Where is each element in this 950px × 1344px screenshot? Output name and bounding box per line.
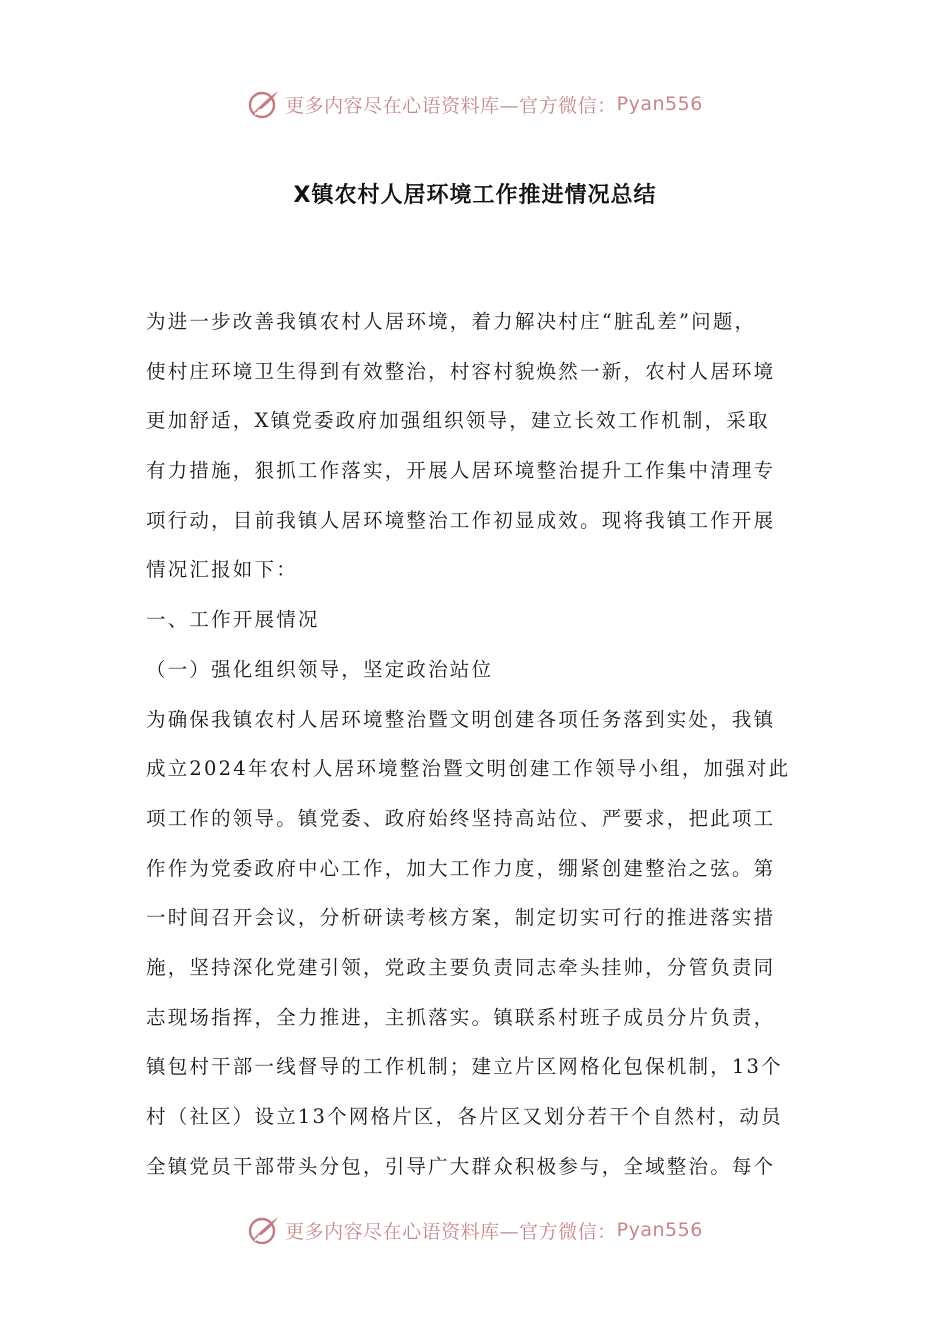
watermark-wechat-id: Pyan556 (616, 93, 703, 115)
watermark-header (0, 84, 950, 124)
text-line: 施，坚持深化党建引领，党政主要负责同志牵头挂帅，分管负责同 (146, 955, 776, 979)
text-line: 志现场指挥，全力推进，主抓落实。镇联系村班子成员分片负责， (146, 1005, 776, 1029)
quill-logo-icon (247, 87, 281, 121)
text-line: 项工作的领导。镇党委、政府始终坚持高站位、严要求，把此项工 (146, 806, 776, 830)
text-line: 村（社区）设立13个网格片区，各片区又划分若干个自然村，动员 (146, 1105, 783, 1128)
text-line: 作作为党委政府中心工作，加大工作力度，绷紧创建整治之弦。第 (146, 856, 776, 880)
text-line: 成立2024年农村人居环境整治暨文明创建工作领导小组，加强对此 (146, 757, 791, 781)
subsection-heading: （一）强化组织领导，坚定政治站位 (146, 657, 494, 681)
text-line: 为进一步改善我镇农村人居环境，着力解决村庄“脏乱差”问题， (146, 310, 757, 333)
text-line: 全镇党员干部带头分包，引导广大群众积极参与，全域整治。每个 (146, 1154, 776, 1178)
text-line: 情况汇报如下： (146, 558, 298, 582)
text-line: 有力措施，狠抓工作落实，开展人居环境整治提升工作集中清理专 (146, 459, 776, 483)
text-line: 更加舒适，X镇党委政府加强组织领导，建立长效工作机制，采取 (146, 409, 770, 433)
document-body (146, 297, 806, 1191)
text-line: 项行动，目前我镇人居环境整治工作初显成效。现将我镇工作开展 (146, 508, 776, 532)
watermark-text: 更多内容尽在心语资料库—官方微信： (285, 94, 617, 117)
text-line: 使村庄环境卫生得到有效整治，村容村貌焕然一新，农村人居环境 (146, 359, 776, 383)
watermark-footer (0, 1210, 950, 1250)
text-line: 镇包村干部一线督导的工作机制；建立片区网格化包保机制，13个 (146, 1055, 783, 1079)
watermark-text: 更多内容尽在心语资料库—官方微信： (285, 1220, 617, 1243)
quill-logo-icon (247, 1213, 281, 1247)
text-line: 一时间召开会议，分析研读考核方案，制定切实可行的推进落实措 (146, 906, 776, 930)
watermark-wechat-id: Pyan556 (616, 1219, 703, 1241)
document-title: X镇农村人居环境工作推进情况总结 (293, 183, 657, 208)
section-heading: 一、工作开展情况 (146, 608, 320, 632)
text-line: 为确保我镇农村人居环境整治暨文明创建各项任务落到实处，我镇 (146, 707, 776, 731)
